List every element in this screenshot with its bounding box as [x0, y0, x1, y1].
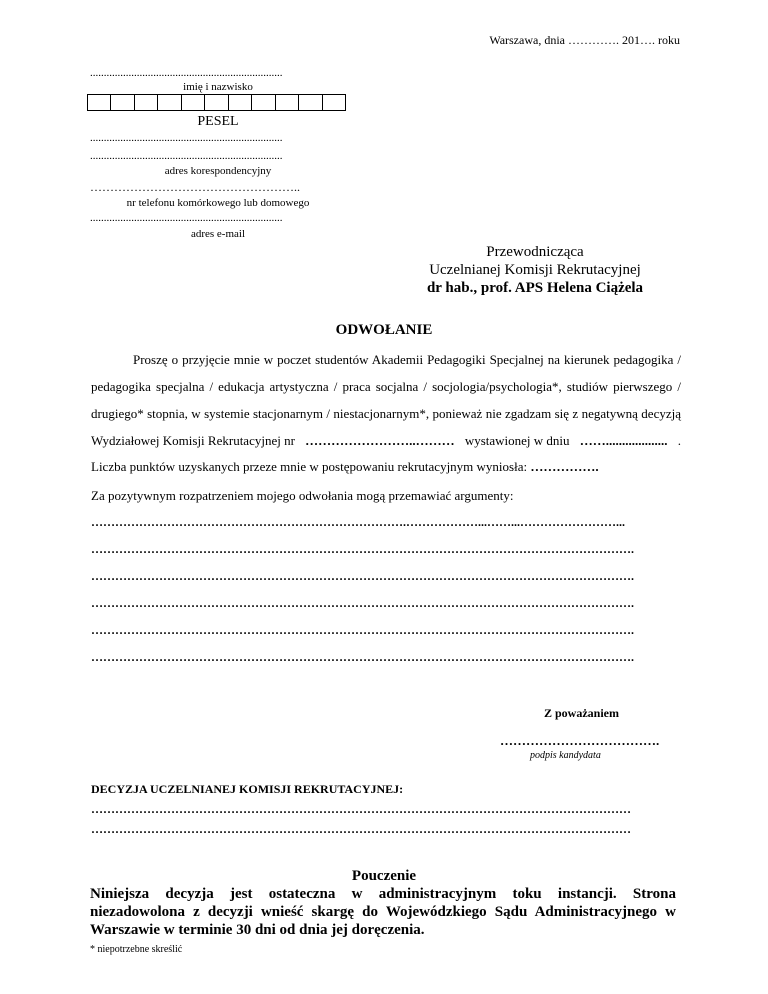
- name-dots: ......................................................................: [90, 67, 283, 79]
- phone-dots: ……………………………………………..: [90, 180, 300, 194]
- pesel-cell: [182, 95, 205, 110]
- address-dots-2: ......................................................................: [90, 150, 283, 162]
- argument-line: ……………………………………………………………………………………………………………………….: [91, 569, 634, 583]
- recipient-line-1: Przewodnicząca: [486, 244, 584, 260]
- notice-line-2: niezadowolona z decyzji wnieść skargę do Wojewódzkiego Sądu Administracyjnego w: [90, 904, 676, 920]
- pesel-cell: [299, 95, 322, 110]
- signature-dots: ……………………………….: [500, 733, 660, 748]
- points-dots: …………….: [530, 459, 599, 474]
- date-line: Warszawa, dnia …………. 201…. roku: [489, 33, 680, 47]
- argument-line: …………………………………………………………………….………………...……...……………………...: [91, 515, 625, 529]
- decision-date-dots: ……...................: [579, 433, 668, 448]
- decision-line: ………………………………………………………………………………………………………………………: [91, 822, 631, 836]
- footnote: * niepotrzebne skreślić: [90, 944, 183, 955]
- pesel-cell: [205, 95, 228, 110]
- pesel-cell: [88, 95, 111, 110]
- recipient-line-3: dr hab., prof. APS Helena Ciążela: [426, 280, 644, 296]
- paragraph-line-4-text-b: wystawionej w dniu: [464, 433, 570, 448]
- pesel-cell: [135, 95, 158, 110]
- pesel-cell: [229, 95, 252, 110]
- notice-title: Pouczenie: [351, 868, 417, 884]
- decision-header: DECYZJA UCZELNIANEJ KOMISJI REKRUTACYJNEJ:: [91, 782, 404, 796]
- argument-line: ……………………………………………………………………………………………………………………….: [91, 542, 634, 556]
- phone-label: nr telefonu komórkowego lub domowego: [126, 197, 310, 209]
- pesel-cell: [323, 95, 345, 110]
- notice-line-1: Niniejsza decyzja jest ostateczna w administracyjnym toku instancji. Strona: [90, 886, 676, 902]
- paragraph-line-4-end: .: [677, 433, 681, 448]
- argument-line: ……………………………………………………………………………………………………………………….: [91, 596, 634, 610]
- pesel-cell: [111, 95, 134, 110]
- document-title: ODWOŁANIE: [335, 322, 433, 338]
- address-label: adres korespondencyjny: [164, 165, 272, 177]
- name-label: imię i nazwisko: [183, 81, 253, 93]
- closing-text: Z poważaniem: [544, 706, 619, 720]
- paragraph-line-4-text-a: Wydziałowej Komisji Rekrutacyjnej nr: [91, 433, 295, 448]
- paragraph-line-3: drugiego* stopnia, w systemie stacjonarnym / niestacjonarnym*, ponieważ nie zgadzam się z negatywną decyzją: [91, 406, 681, 421]
- signature-label: podpis kandydata: [530, 750, 601, 761]
- arguments-intro: Za pozytywnym rozpatrzeniem mojego odwołania mogą przemawiać argumenty:: [91, 488, 514, 503]
- notice-line-3: Warszawie w terminie 30 dni od dnia jej doręczenia.: [90, 922, 425, 938]
- argument-line: ……………………………………………………………………………………………………………………….: [91, 623, 634, 637]
- paragraph-line-4: [91, 432, 681, 450]
- argument-line: ……………………………………………………………………………………………………………………….: [91, 650, 634, 664]
- pesel-cell: [252, 95, 275, 110]
- pesel-cell: [158, 95, 181, 110]
- points-text: Liczba punktów uzyskanych przeze mnie w postępowaniu rekrutacyjnym wyniosła:: [91, 459, 528, 474]
- pesel-label: PESEL: [197, 114, 239, 129]
- email-label: adres e-mail: [190, 228, 246, 240]
- pesel-cell: [276, 95, 299, 110]
- paragraph-line-2: pedagogika specjalna / edukacja artystyczna / praca socjalna / socjologia/psychologia*, studiów pierwszego /: [91, 379, 681, 394]
- email-dots: ......................................................................: [90, 212, 283, 224]
- points-line: [91, 459, 599, 475]
- address-dots-1: ......................................................................: [90, 132, 283, 144]
- paragraph-line-1: Proszę o przyjęcie mnie w poczet studentów Akademii Pedagogiki Specjalnej na kierunek pedagogika /: [133, 352, 681, 367]
- decision-number-dots: ……………………..………: [305, 433, 455, 448]
- recipient-line-2: Uczelnianej Komisji Rekrutacyjnej: [429, 262, 641, 278]
- decision-line: ………………………………………………………………………………………………………………………: [91, 802, 631, 816]
- pesel-grid: [87, 94, 346, 111]
